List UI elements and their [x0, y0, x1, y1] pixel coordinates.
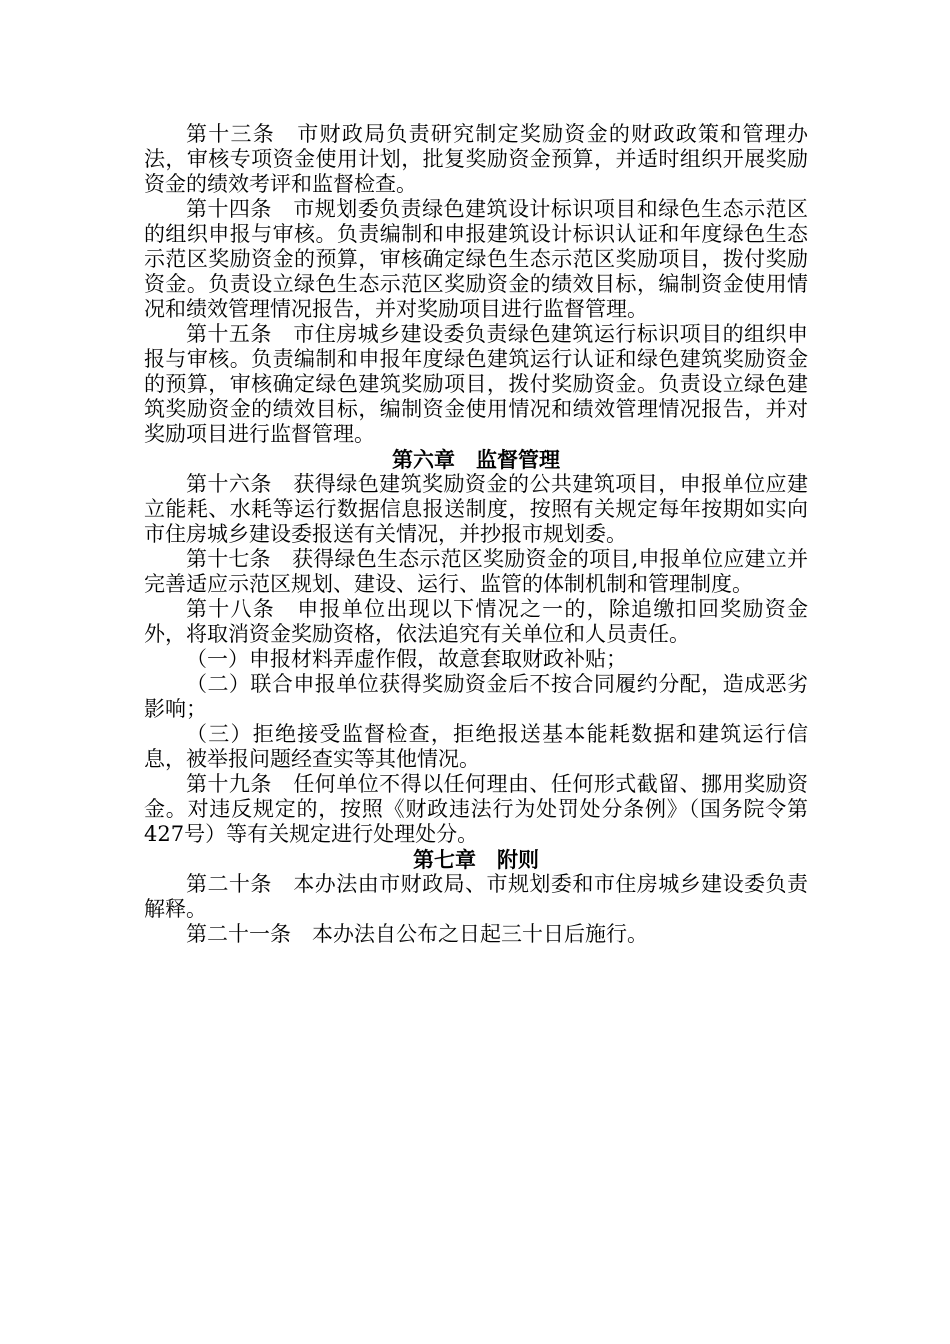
article-18-item-1: （一）申报材料弄虚作假，故意套取财政补贴；	[186, 647, 627, 671]
article-21: 第二十一条 本办法自公布之日起三十日后施行。	[186, 922, 648, 946]
chapter-7-heading: 第七章 附则	[413, 847, 539, 872]
article-18: 第十八条 申报单位出现以下情况之一的，除追缴扣回奖励资金外，将取消资金奖励资格，依法追究有关单位和人员责任。	[144, 597, 808, 646]
article-17: 第十七条 获得绿色生态示范区奖励资金的项目,申报单位应建立并完善适应示范区规划、建设、运行、监管的体制机制和管理制度。	[144, 547, 808, 596]
article-18-item-2: （二）联合申报单位获得奖励资金后不按合同履约分配，造成恶劣影响；	[144, 672, 808, 721]
document-body	[144, 122, 808, 947]
article-20: 第二十条 本办法由市财政局、市规划委和市住房城乡建设委负责解释。	[144, 872, 808, 921]
article-16: 第十六条 获得绿色建筑奖励资金的公共建筑项目，申报单位应建立能耗、水耗等运行数据信息报送制度，按照有关规定每年按期如实向市住房城乡建设委报送有关情况，并抄报市规划委。	[144, 472, 808, 546]
article-13: 第十三条 市财政局负责研究制定奖励资金的财政政策和管理办法，审核专项资金使用计划，批复奖励资金预算，并适时组织开展奖励资金的绩效考评和监督检查。	[144, 122, 808, 196]
article-15: 第十五条 市住房城乡建设委负责绿色建筑运行标识项目的组织申报与审核。负责编制和申报年度绿色建筑运行认证和绿色建筑奖励资金的预算，审核确定绿色建筑奖励项目，拨付奖励资金。负责设立绿色建筑奖励资金的绩效目标，编制资金使用情况和绩效管理情况报告，并对奖励项目进行监督管理。	[144, 322, 808, 446]
chapter-6-heading: 第六章 监督管理	[392, 447, 560, 472]
article-14: 第十四条 市规划委负责绿色建筑设计标识项目和绿色生态示范区的组织申报与审核。负责编制和申报建筑设计标识认证和年度绿色生态示范区奖励资金的预算，审核确定绿色生态示范区奖励项目，拨付奖励资金。负责设立绿色生态示范区奖励资金的绩效目标，编制资金使用情况和绩效管理情况报告，并对奖励项目进行监督管理。	[144, 197, 808, 321]
article-18-item-3: （三）拒绝接受监督检查，拒绝报送基本能耗数据和建筑运行信息，被举报问题经查实等其他情况。	[144, 722, 808, 771]
article-19: 第十九条 任何单位不得以任何理由、任何形式截留、挪用奖励资金。对违反规定的，按照《财政违法行为处罚处分条例》（国务院令第427号）等有关规定进行处理处分。	[144, 772, 808, 846]
